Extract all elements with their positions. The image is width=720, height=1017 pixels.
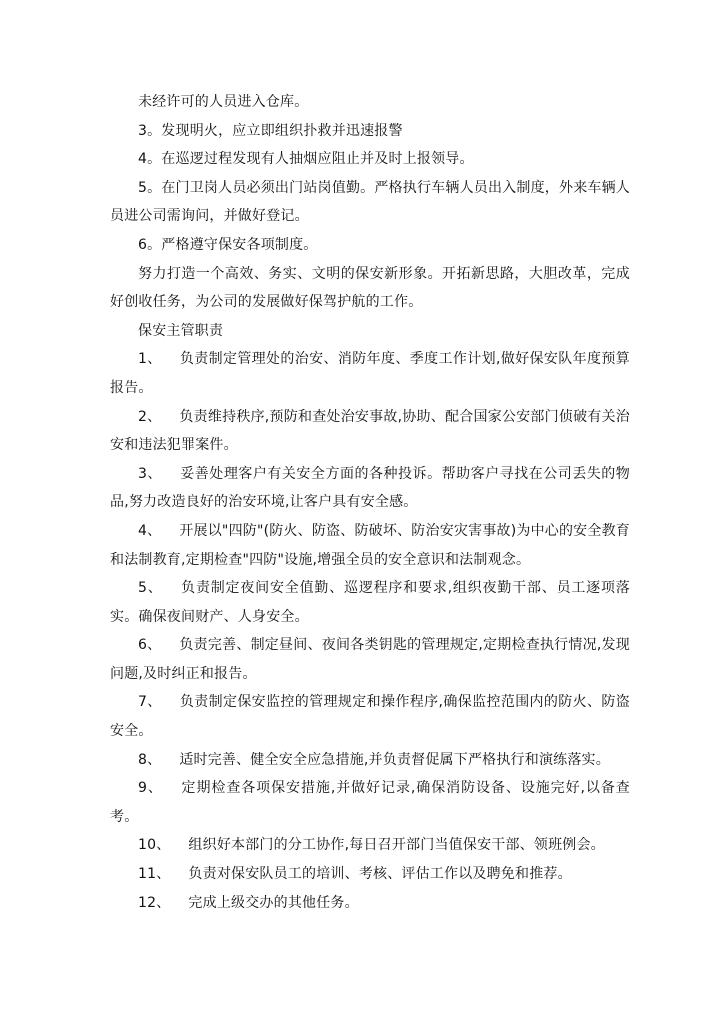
duty-number: 6、	[138, 637, 162, 654]
duty-number: 12、	[138, 894, 171, 911]
paragraph-continuation: 未经许可的人员进入仓库。	[138, 94, 309, 110]
duty-text: 妥善处理客户有关安全方面的各种投诉。帮助客户寻找在公司丢失的物品,努力改造良好的治安环境,让客户具有安全感。	[110, 465, 631, 511]
duty-item	[110, 574, 630, 631]
duty-number: 7、	[138, 694, 162, 711]
duty-text: 开展以"四防"(防火、防盗、防破坏、防治安灾害事故)为中心的安全教育和法制教育,定期检查"四防"设施,增强全员的安全意识和法制观念。	[110, 522, 630, 568]
duty-item	[110, 345, 630, 402]
duty-text: 负责对保安队员工的培训、考核、评估工作以及聘免和推荐。	[188, 866, 572, 883]
duty-text: 完成上级交办的其他任务。	[188, 894, 359, 911]
duty-item	[110, 517, 630, 574]
duty-text: 组织好本部门的分工协作,每日召开部门当值保安干部、领班例会。	[188, 837, 605, 854]
document-body	[110, 88, 630, 917]
duty-item	[110, 460, 630, 517]
duty-item	[110, 403, 630, 460]
duty-number: 11、	[138, 866, 171, 883]
duty-text: 负责完善、制定昼间、夜间各类钥匙的管理规定,定期检查执行情况,发现问题,及时纠正和报告。	[110, 637, 630, 682]
duty-text: 负责维持秩序,预防和查处治安事故,协助、配合国家公安部门侦破有关治安和违法犯罪案件。	[110, 408, 630, 454]
duty-text: 定期检查各项保安措施,并做好记录,确保消防设备、设施完好,以备查考。	[110, 780, 631, 825]
duty-number: 4、	[138, 522, 162, 539]
duty-item	[110, 774, 630, 831]
duty-text: 适时完善、健全安全应急措施,并负责督促属下严格执行和演练落实。	[179, 751, 610, 768]
duty-item	[110, 746, 630, 775]
paragraph-item-5: 5。在门卫岗人员必须出门站岗值勤。严格执行车辆人员出入制度，外来车辆人员进公司需询问，并做好登记。	[110, 179, 630, 225]
duty-number: 8、	[138, 751, 162, 768]
paragraph-item-6: 6。严格遵守保安各项制度。	[138, 236, 318, 253]
duty-number: 2、	[138, 408, 162, 425]
duty-item	[110, 889, 630, 918]
duty-number: 9、	[138, 780, 163, 797]
duty-number: 5、	[138, 580, 163, 597]
paragraph-summary: 努力打造一个高效、务实、文明的保安新形象。开拓新思路，大胆改革，完成好创收任务，为公司的发展做好保驾护航的工作。	[110, 265, 630, 311]
duty-text: 负责制定夜间安全值勤、巡逻程序和要求,组织夜勤干部、员工逐项落实。确保夜间财产、人身安全。	[110, 580, 630, 625]
duty-item	[110, 860, 630, 889]
duty-item	[110, 631, 630, 688]
paragraph-item-3: 3。发现明火，应立即组织扑救并迅速报警	[138, 122, 403, 139]
section-heading: 保安主管职责	[138, 322, 224, 339]
duty-item	[110, 688, 630, 745]
duty-text: 负责制定管理处的治安、消防年度、季度工作计划,做好保安队年度预算报告。	[110, 351, 630, 396]
duty-item	[110, 831, 630, 860]
duty-text: 负责制定保安监控的管理规定和操作程序,确保监控范围内的防火、防盗安全。	[110, 694, 630, 740]
duty-number: 10、	[138, 837, 171, 854]
duty-number: 3、	[138, 465, 162, 482]
duty-number: 1、	[138, 351, 162, 368]
paragraph-item-4: 4。在巡逻过程发现有人抽烟应阻止并及时上报领导。	[138, 151, 474, 168]
